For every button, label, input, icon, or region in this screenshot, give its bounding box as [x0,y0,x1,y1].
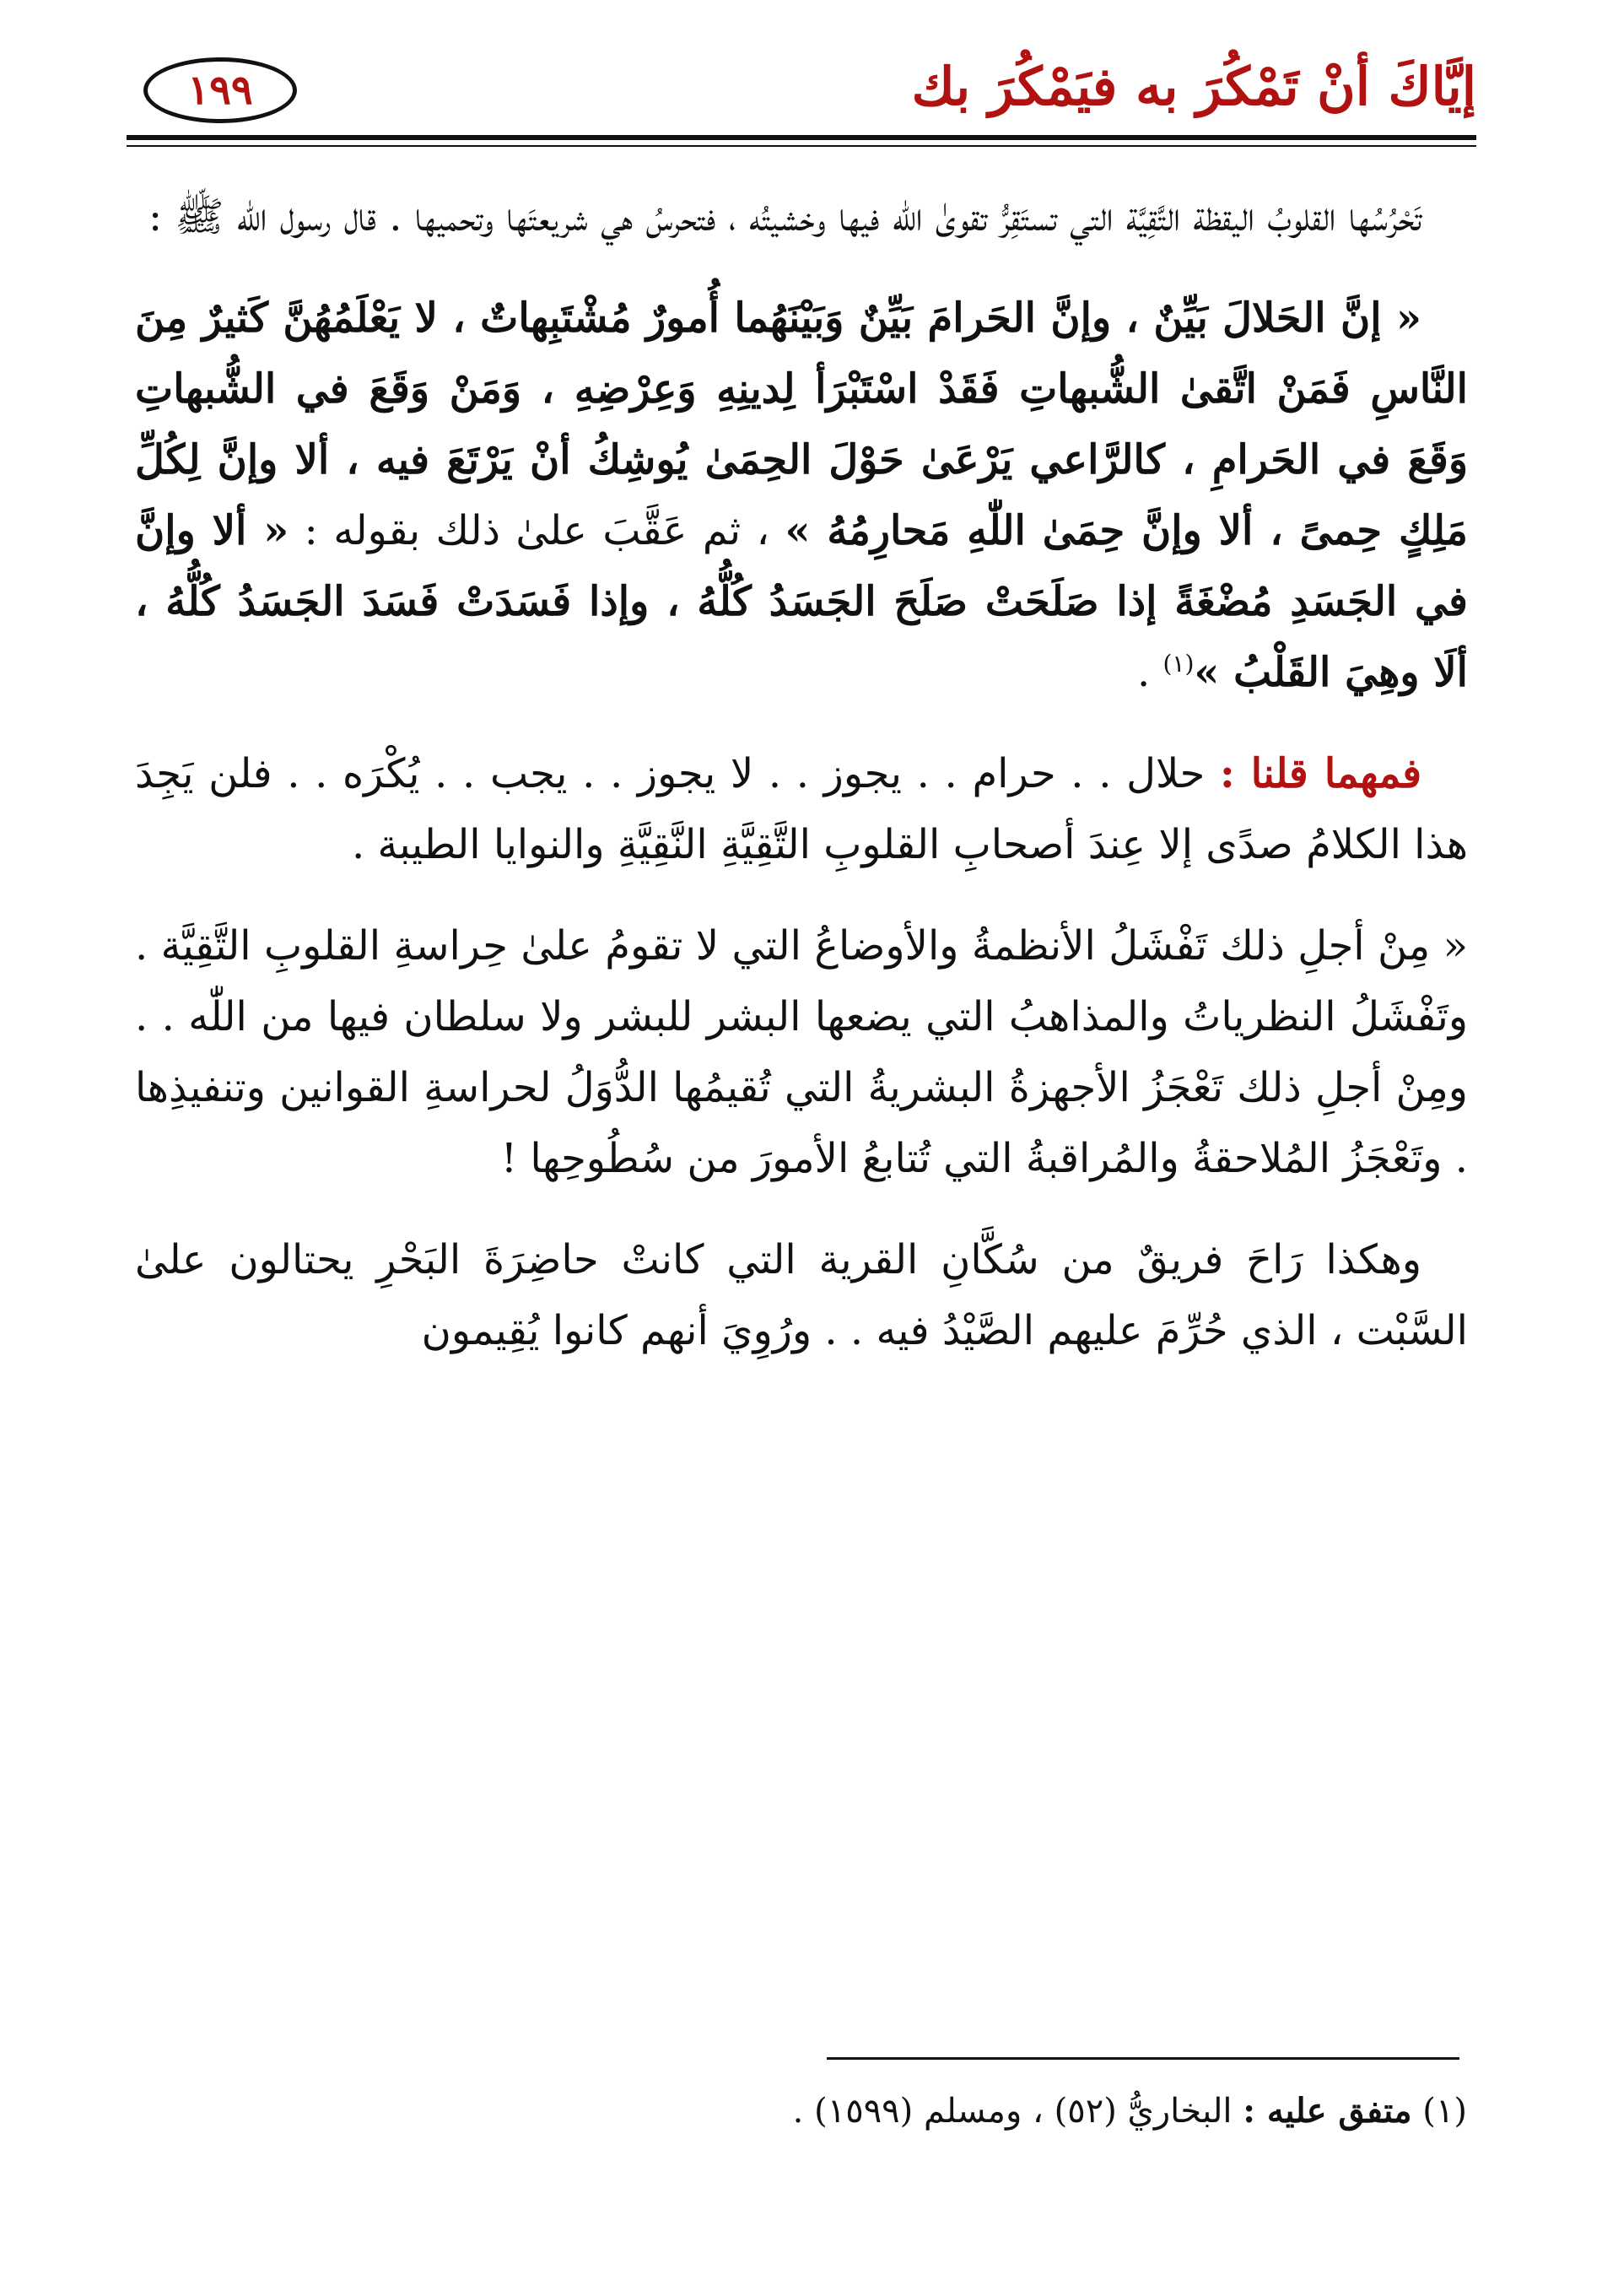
paragraph-2-connector: ، ثم عَقَّبَ علىٰ ذلك بقوله : [289,507,785,554]
paragraph-3 [135,738,1468,880]
paragraph-3-text: حلال . . حرام . . يجوز . . لا يجوز . . يجب . . يُكْرَه . . فلن يَجِدَ هذا الكلامُ صدًى إلا عِندَ أصحابِ القلوبِ التَّقِيَّةِ النَّقِيَّةِ والنوايا الطيبة . [135,750,1468,868]
running-title: إيَّاكَ أنْ تَمْكُرَ به فيَمْكُرَ بك [911,56,1476,117]
footnote-reference: (١) [1162,650,1195,678]
page-number: ١٩٩ [187,67,253,114]
footnote [134,2086,1467,2137]
page-header [127,51,1476,131]
body-text [135,181,1468,1366]
header-rule-thick [127,135,1476,140]
paragraph-2 [135,283,1468,708]
footnote-rule [827,2057,1459,2060]
hadith-quote-1: « إنَّ الحَلالَ بَيِّنٌ ، وإنَّ الحَرامَ بَيِّنٌ وَبَيْنَهُما أُمورٌ مُشْتَبِهاتٌ ، لا يَعْلَمُهُنَّ كَثيرٌ مِنَ النَّاسِ فَمَنْ اتَّقىٰ الشُّبهاتِ فَقَدْ اسْتَبْرَأ لِدينِهِ وَعِرْضِهِ ، وَمَنْ وَقَعَ في الشُّبهاتِ وَقَعَ في الحَرامِ ، كالرَّاعي يَرْعَىٰ حَوْلَ الحِمَىٰ يُوشِكُ أنْ يَرْتَعَ فيه ، ألا وإنَّ لِكُلِّ مَلِكٍ حِمىً ، ألا وإنَّ حِمَىٰ اللّٰهِ مَحارِمُهُ » [135,294,1468,554]
footnote-number: (١) [1422,2092,1467,2131]
paragraph-4: « مِنْ أجلِ ذلك تَفْشَلُ الأنظمةُ والأوضاعُ التي لا تقومُ علىٰ حِراسةِ القلوبِ التَّقِيَّة . وتَفْشَلُ النظرياتُ والمذاهبُ التي يضعها البشر للبشر ولا سلطان فيها من اللّٰه . . ومِنْ أجلِ ذلك تَعْجَزُ الأجهزةُ البشريةُ التي تُقيمُها الدُّوَلُ لحراسةِ القوانين وتنفيذِها . وتَعْجَزُ المُلاحقةُ والمُراقبةُ التي تُتابعُ الأمورَ من سُطُوحِها ! [135,922,1468,1182]
footnote-text: البخاريُّ (٥٢) ، ومسلم (١٥٩٩) . [792,2092,1243,2131]
paragraph-5: وهكذا رَاحَ فريقٌ من سُكَّانِ القرية التي كانتْ حاضِرَةَ البَحْرِ يحتالون علىٰ السَّبْت ، الذي حُرِّمَ عليهم الصَّيْدُ فيه . . ورُوِيَ أنهم كانوا يُقِيمون [135,1236,1468,1354]
hadith-quote-2: « ألا وإنَّ في الجَسَدِ مُضْغَةً إذا صَلَحَتْ صَلَحَ الجَسَدُ كُلُّهُ ، وإذا فَسَدَتْ فَسَدَ الجَسَدُ كُلُّهُ ، ألَا وهِيَ القَلْبُ » [135,507,1468,696]
paragraph-2-end: . [1136,649,1163,696]
header-rule-thin [127,145,1476,147]
page-number-oval [143,57,297,123]
paragraph-1: تَحْرُسُها القلوبُ اليقظة التَّقِيَّة التي تستَقِرُّ تقوىٰ اللّٰه فيها وخشيتُه ، فتحرسُ هي شريعتَها وتحميها . قال رسول اللّٰه ﷺ : [148,193,1421,240]
paragraph-3-lead: فمهما قلنا : [1219,750,1422,797]
footnote-label: متفق عليه : [1243,2091,1412,2131]
